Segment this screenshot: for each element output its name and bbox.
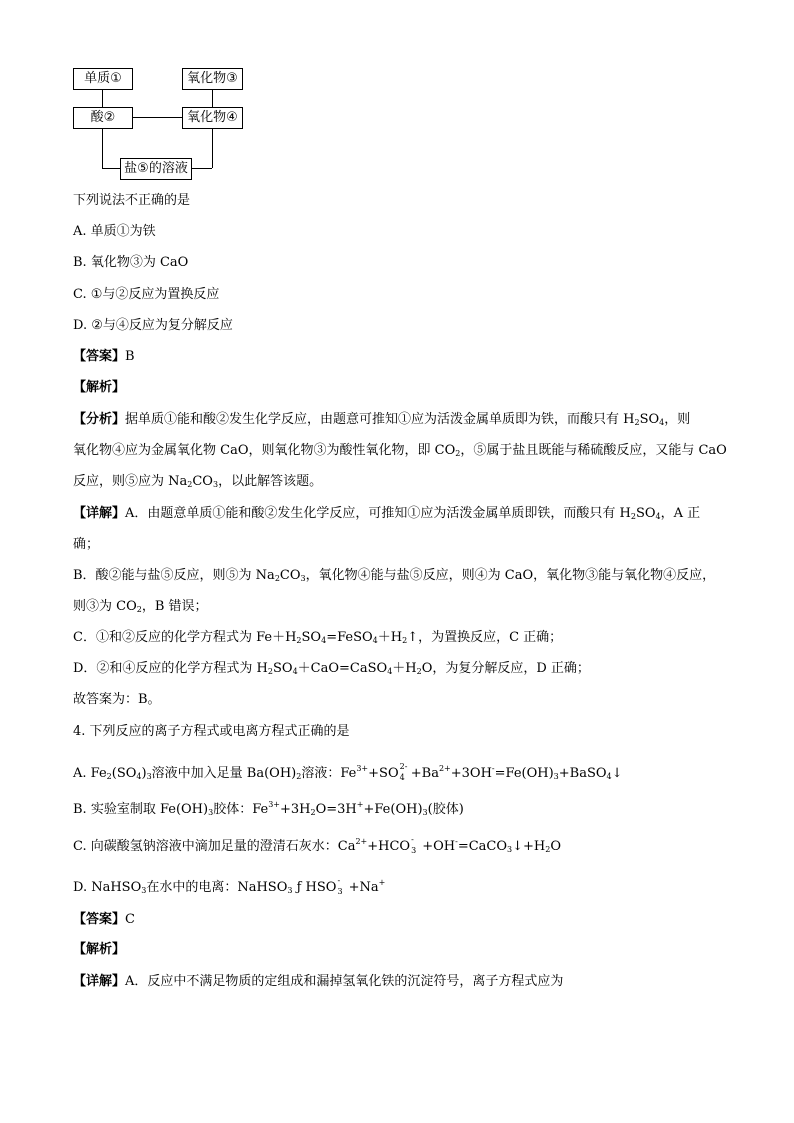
xiangjie-label: 【详解】 <box>73 974 126 989</box>
superscript: 2- <box>399 762 408 771</box>
q3-xiangjie-b-line1 <box>73 568 715 587</box>
q4-option-c <box>73 834 561 858</box>
text: ，氧化物④能与盐⑤反应，则④为 CaO，氧化物③能与氧化物④反应， <box>305 568 716 583</box>
text: 反应，则⑤应为 Na <box>73 474 188 489</box>
q3-answer <box>73 349 135 365</box>
text: O <box>550 839 562 854</box>
diagram-line-2-down <box>102 129 103 168</box>
subscript: 2 <box>310 808 316 817</box>
answer-value: B <box>125 349 135 364</box>
text: SO <box>301 630 322 645</box>
subscript: 2 <box>416 667 422 676</box>
text: O=3H <box>315 802 357 817</box>
q3-option-a: A. 单质①为铁 <box>73 224 156 239</box>
subscript: 4 <box>655 512 661 521</box>
text: (胶体) <box>427 802 464 817</box>
subscript: 2 <box>296 636 302 645</box>
text: ，A 正 <box>660 506 701 521</box>
subsup <box>336 876 344 896</box>
text: +SO <box>368 766 399 781</box>
text: 溶液：Fe <box>301 766 357 781</box>
text: A．反应中不满足物质的定组成和漏掉氢氧化铁的沉淀符号，离子方程式应为 <box>125 974 564 989</box>
superscript: - <box>491 764 495 773</box>
answer-value: C <box>125 912 135 927</box>
text: CO <box>279 568 301 583</box>
q3-option-c: C. ①与②反应为置换反应 <box>73 287 220 302</box>
text: ↑，为置换反应，C 正确； <box>407 630 563 645</box>
subscript: 3 <box>507 845 513 854</box>
diagram-line-1-2 <box>102 90 103 107</box>
text: A．由题意单质①能和酸②发生化学反应，可推知①应为活泼金属单质即铁，而酸只有 H <box>125 506 631 521</box>
diagram-box-oxide3: 氧化物③ <box>182 68 243 90</box>
superscript: 2+ <box>355 837 368 846</box>
q4-option-a <box>73 761 623 785</box>
q3-fenxi-line1 <box>73 412 690 431</box>
text: B．酸②能与盐⑤反应，则⑤为 Na <box>73 568 275 583</box>
subscript: 2 <box>402 636 408 645</box>
superscript: 3+ <box>356 764 369 773</box>
text: +OH <box>418 839 456 854</box>
q4-option-d <box>73 875 385 899</box>
subscript: 3 <box>422 808 428 817</box>
subscript: 3 <box>300 574 306 583</box>
q4-analysis-label: 【解析】 <box>73 942 126 957</box>
text: +3OH <box>450 766 492 781</box>
diagram-box-oxide4: 氧化物④ <box>182 107 243 129</box>
q4-answer <box>73 912 135 928</box>
subscript: 3 <box>146 772 152 781</box>
q3-option-d: D. ②与④反应为复分解反应 <box>73 318 233 333</box>
superscript: + <box>378 878 386 887</box>
subscript: 2 <box>634 418 640 427</box>
subscript: 3 <box>553 772 559 781</box>
q4-option-b <box>73 797 464 821</box>
text: 胶体：Fe <box>213 802 269 817</box>
answer-label: 【答案】 <box>73 912 126 927</box>
text: +HCO <box>367 839 411 854</box>
diagram-box-salt5: 盐⑤的溶液 <box>120 158 192 180</box>
xiangjie-label: 【详解】 <box>73 506 126 521</box>
subscript: 2 <box>630 512 636 521</box>
q3-xiangjie-line2: 确； <box>73 537 100 552</box>
diagram-line-4-down <box>212 129 213 168</box>
q3-analysis-label: 【解析】 <box>73 380 126 395</box>
text: =Fe(OH) <box>494 766 554 781</box>
superscript: 3+ <box>268 800 280 809</box>
text: ＋CaO=CaSO <box>297 661 388 676</box>
subscript: 3 <box>411 846 417 855</box>
superscript: - <box>411 835 414 844</box>
text: SO <box>635 506 656 521</box>
text: 溶液中加入足量 Ba(OH) <box>151 766 297 781</box>
text: ，以此解答该题。 <box>218 474 323 489</box>
text: 据单质①能和酸②发生化学反应，由题意可推知①应为活泼金属单质即为铁，而酸只有 H <box>125 412 635 427</box>
subscript: 4 <box>659 418 665 427</box>
subscript: 2 <box>187 480 193 489</box>
text: C. 向碳酸氢钠溶液中滴加足量的澄清石灰水：Ca <box>73 839 356 854</box>
text: ↓ <box>611 766 623 781</box>
q3-stem: 下列说法不正确的是 <box>73 193 191 208</box>
text: 氧化物④应为金属氧化物 CaO，则氧化物③为酸性氧化物，即 CO <box>73 443 456 458</box>
superscript: + <box>356 800 364 809</box>
text: B. 实验室制取 Fe(OH) <box>73 802 209 817</box>
superscript: 2+ <box>438 764 451 773</box>
subscript: 2 <box>136 605 142 614</box>
diagram-line-2-5 <box>102 168 120 169</box>
q3-xiangjie-line1 <box>73 506 700 525</box>
q3-fenxi-line2 <box>73 443 727 462</box>
subscript: 4 <box>399 773 405 782</box>
text: =CaCO <box>457 839 508 854</box>
subscript: 3 <box>212 480 219 489</box>
text: O，为复分解反应，D 正确； <box>421 661 590 676</box>
text: 则③为 CO <box>73 599 137 614</box>
q3-conclusion: 故答案为：B。 <box>73 692 161 707</box>
diagram-box-acid2: 酸② <box>73 107 133 129</box>
diagram-line-3-4 <box>212 90 213 107</box>
subscript: 2 <box>545 845 551 854</box>
q4-xiangjie <box>73 974 563 990</box>
text: CO <box>192 474 213 489</box>
text: =FeSO <box>326 630 373 645</box>
fenxi-label: 【分析】 <box>73 412 126 427</box>
superscript: - <box>337 876 341 885</box>
subscript: 3 <box>287 886 293 895</box>
text: ，⑤属于盐且既能与稀硫酸反应，又能与 CaO <box>460 443 727 458</box>
text: SO <box>639 412 660 427</box>
subscript: 4 <box>292 667 298 676</box>
text: ↓+H <box>512 839 546 854</box>
text: +3H <box>280 802 311 817</box>
text: SO <box>273 661 293 676</box>
diagram-line-5-4 <box>191 168 212 169</box>
text: 在水中的电离：NaHSO <box>146 880 288 895</box>
diagram-line-2-4 <box>132 117 182 118</box>
text: ƒ HSO <box>292 880 337 895</box>
subscript: 4 <box>372 636 378 645</box>
text: +Fe(OH) <box>363 802 423 817</box>
answer-label: 【答案】 <box>73 349 126 364</box>
subscript: 2 <box>267 667 273 676</box>
subscript: 2 <box>296 772 302 781</box>
superscript: - <box>455 837 458 846</box>
text: D．②和④反应的化学方程式为 H <box>73 661 268 676</box>
q3-fenxi-line3 <box>73 474 322 493</box>
text: ) <box>141 766 147 781</box>
text: +BaSO <box>558 766 607 781</box>
text: +Ba <box>406 766 439 781</box>
subscript: 4 <box>606 772 612 781</box>
text: ＋H <box>392 661 417 676</box>
subscript: 4 <box>321 636 327 645</box>
subscript: 2 <box>274 574 280 583</box>
text: ＋H <box>377 630 403 645</box>
subscript: 4 <box>387 667 393 676</box>
subsup <box>410 835 418 855</box>
text: C．①和②反应的化学方程式为 Fe＋H <box>73 630 297 645</box>
q3-xiangjie-d <box>73 661 590 680</box>
text: ，则 <box>664 412 691 427</box>
text: ，B 错误； <box>141 599 208 614</box>
subscript: 3 <box>337 887 343 896</box>
q4-stem: 4. 下列反应的离子方程式或电离方程式正确的是 <box>73 724 350 739</box>
subscript: 2 <box>455 449 461 458</box>
q3-option-b: B. 氧化物③为 CaO <box>73 255 189 270</box>
text: A. Fe <box>73 766 107 781</box>
subscript: 2 <box>106 772 112 781</box>
text: (SO <box>111 766 137 781</box>
subscript: 3 <box>208 808 214 817</box>
subsup <box>399 762 408 782</box>
q3-xiangjie-c <box>73 630 562 649</box>
subscript: 3 <box>141 886 147 895</box>
q3-xiangjie-b-line2 <box>73 599 208 618</box>
subscript: 4 <box>136 772 142 781</box>
text: +Na <box>344 880 379 895</box>
diagram-box-element1: 单质① <box>73 68 133 90</box>
text: D. NaHSO <box>73 880 142 895</box>
